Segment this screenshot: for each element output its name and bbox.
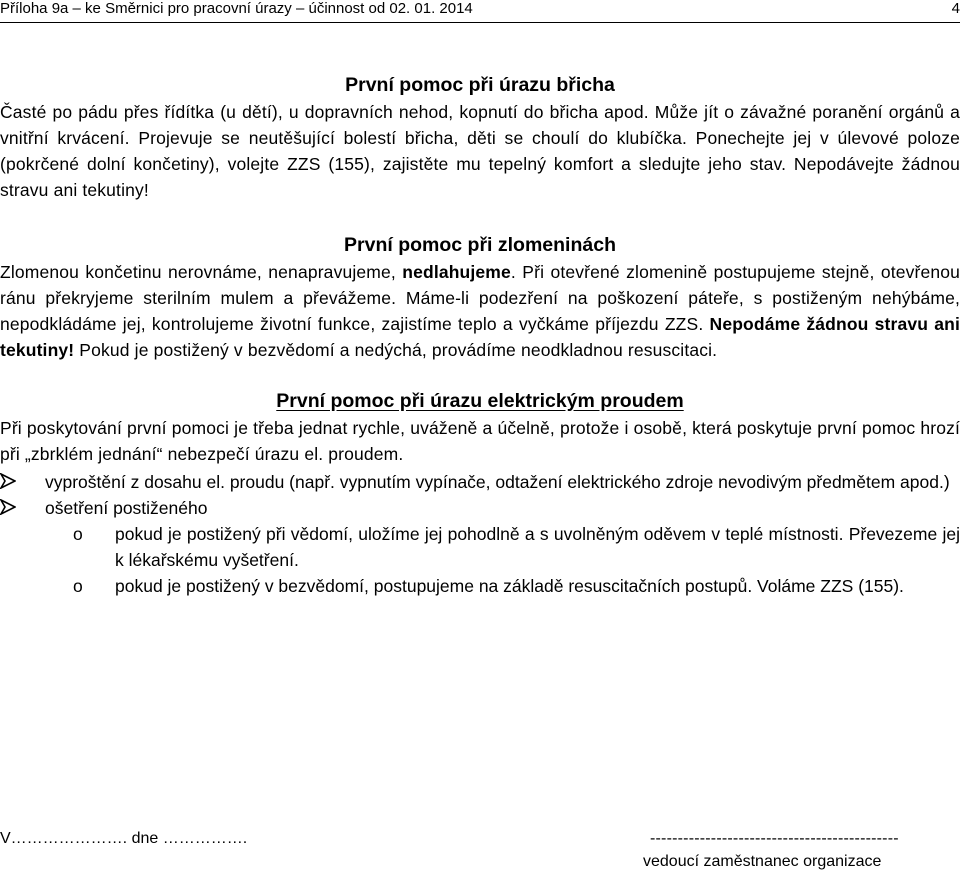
signature-footer xyxy=(0,828,960,875)
text-run: . Při otevřené zlomenině postupujeme stejně, otevřenou ránu překryjeme sterilním mulem a převážeme. Máme-li podezření na poškození páteře, s postiženým nehýbáme, nepodkládáme jej, kontrolujeme životní funkce, zajistíme teplo a vyčkáme příjezdu ZZS. xyxy=(0,262,960,334)
page-header xyxy=(0,0,960,23)
list-item-text: ošetření postiženého xyxy=(45,498,208,518)
list-item-text: vyproštění z dosahu el. proudu (např. vypnutím vypínače, odtažení elektrického zdroje nevodivým předmětem apod.) xyxy=(45,472,950,492)
bold-text: Nepodáme žádnou stravu ani tekutiny! xyxy=(0,314,960,360)
bullet-list xyxy=(0,469,960,599)
section-title: První pomoc při zlomeninách xyxy=(344,234,616,256)
sub-bullet-marker: o xyxy=(73,524,83,544)
section-fractures xyxy=(0,232,960,363)
section-paragraph xyxy=(0,259,960,363)
bold-text: nedlahujeme xyxy=(402,262,511,282)
text-run: Pokud je postižený v bezvědomí a nedýchá, provádíme neodkladnou resuscitaci. xyxy=(74,340,718,360)
text-run: Zlomenou končetinu nerovnáme, nenapravujeme, xyxy=(0,262,403,282)
arrowhead-icon xyxy=(0,499,16,515)
section-electric-injury xyxy=(0,388,960,467)
sub-item-text: pokud je postižený v bezvědomí, postupujeme na základě resuscitačních postupů. Voláme ZZS (155). xyxy=(115,576,904,596)
section-paragraph: Při poskytování první pomoci je třeba jednat rychle, uváženě a účelně, protože i osobě, která poskytuje první pomoc hrozí při „zbrklém jednání“ nebezpečí úrazu el. proudem. xyxy=(0,418,960,464)
header-title: Příloha 9a – ke Směrnici pro pracovní úrazy – účinnost od 02. 01. 2014 xyxy=(0,0,473,17)
arrowhead-icon xyxy=(0,473,16,489)
sub-list-item xyxy=(0,521,960,573)
list-item xyxy=(0,469,960,495)
sub-bullet-marker: o xyxy=(73,576,83,596)
page-number: 4 xyxy=(951,0,960,17)
section-title: První pomoc při úrazu břicha xyxy=(345,74,615,96)
section-title: První pomoc při úrazu elektrickým proudem xyxy=(276,390,684,412)
section-paragraph: Časté po pádu přes řídítka (u dětí), u dopravních nehod, kopnutí do břicha apod. Může jít o závažné poranění orgánů a vnitřní krvácení. Projevuje se neutěšující bolestí břicha, děti se choulí do klubíčka. Ponechejte jej v úlevové poloze (pokrčené dolní končetiny), volejte ZZS (155), zajistěte mu tepelný komfort a sledujte jeho stav. Nepodávejte žádnou stravu ani tekutiny! xyxy=(0,102,960,200)
signature-line: --------------------------------------------- xyxy=(650,830,899,847)
sub-list-item xyxy=(0,573,960,599)
section-abdominal-injury xyxy=(0,72,960,203)
signature-role: vedoucí zaměstnanec organizace xyxy=(643,853,882,870)
place-date-line: V…………………. dne ……………. xyxy=(0,830,248,847)
list-item xyxy=(0,495,960,521)
sub-item-text: pokud je postižený při vědomí, uložíme jej pohodlně a s uvolněným oděvem v teplé místnosti. Převezeme jej k lékařskému vyšetření. xyxy=(115,524,960,570)
